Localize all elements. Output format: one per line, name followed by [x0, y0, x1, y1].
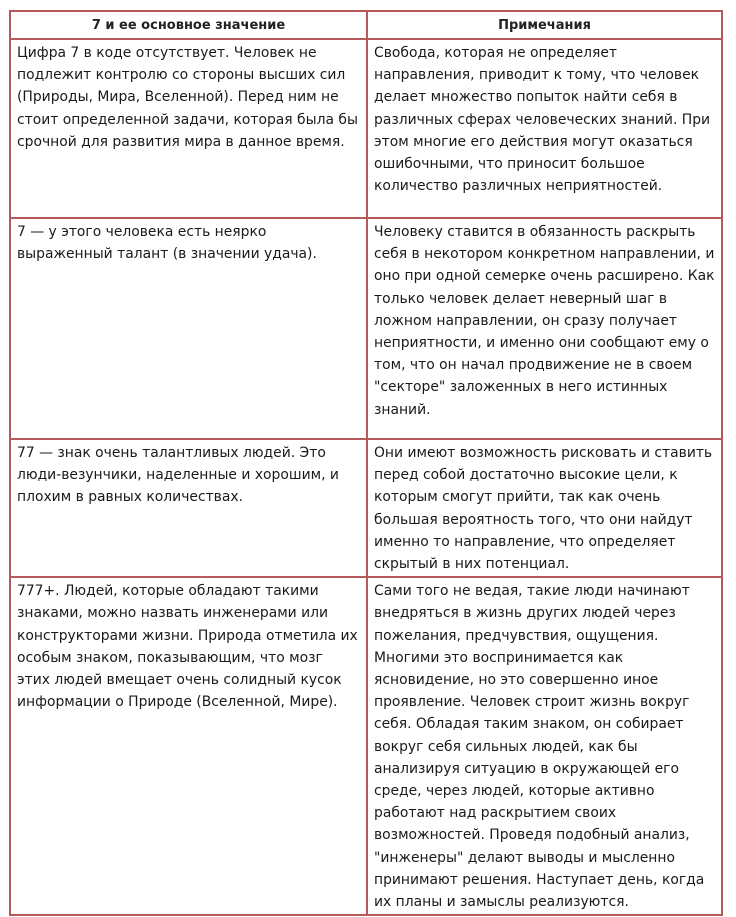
meaning-cell: Цифра 7 в коде отсутствует. Человек не подлежит контролю со стороны высших сил (Природы, Мира, Вселенной). Перед ним не стоит определенной задачи, которая была бы срочной для развития мира в данное время.: [10, 39, 367, 218]
meaning-cell: 7 — у этого человека есть неярко выраженный талант (в значении удача).: [10, 218, 367, 439]
column-header-notes: Примечания: [367, 11, 722, 39]
meaning-cell: 77 — знак очень талантливых людей. Это люди-везунчики, наделенные и хорошим, и плохим в равных количествах.: [10, 439, 367, 577]
table-row: [10, 218, 722, 439]
column-header-meaning: 7 и ее основное значение: [10, 11, 367, 39]
notes-cell: Они имеют возможность рисковать и ставить перед собой достаточно высокие цели, к которым смогут прийти, так как очень большая вероятность того, что они найдут именно то направление, что определяет скрытый в них потенциал.: [367, 439, 722, 577]
table-row: [10, 439, 722, 577]
table-header-row: [10, 11, 722, 39]
meaning-cell: 777+. Людей, которые обладают такими знаками, можно назвать инженерами или конструкторами жизни. Природа отметила их особым знаком, показывающим, что мозг этих людей вмещает очень солидный кусок информации о Природе (Вселенной, Мире).: [10, 577, 367, 915]
table-row: [10, 39, 722, 218]
number-seven-meaning-table: [9, 10, 723, 916]
table-row: [10, 577, 722, 915]
numerology-table-document: [9, 10, 721, 916]
notes-cell: Человеку ставится в обязанность раскрыть себя в некотором конкретном направлении, и оно при одной семерке очень расширено. Как только человек делает неверный шаг в ложном направлении, он сразу получает неприятности, и именно они сообщают ему о том, что он начал продвижение не в своем "секторе" заложенных в него истинных знаний.: [367, 218, 722, 439]
notes-cell: Свобода, которая не определяет направления, приводит к тому, что человек делает множество попыток найти себя в различных сферах человеческих знаний. При этом многие его действия могут оказаться ошибочными, что приносит большое количество различных неприятностей.: [367, 39, 722, 218]
notes-cell: Сами того не ведая, такие люди начинают внедряться в жизнь других людей через пожелания, предчувствия, ощущения. Многими это воспринимается как ясновидение, но это совершенно иное проявление. Человек строит жизнь вокруг себя. Обладая таким знаком, он собирает вокруг себя сильных людей, как бы анализируя ситуацию в окружающей его среде, через людей, которые активно работают над раскрытием своих возможностей. Проведя подобный анализ, "инженеры" делают выводы и мысленно принимают решения. Наступает день, когда их планы и замыслы реализуются.: [367, 577, 722, 915]
